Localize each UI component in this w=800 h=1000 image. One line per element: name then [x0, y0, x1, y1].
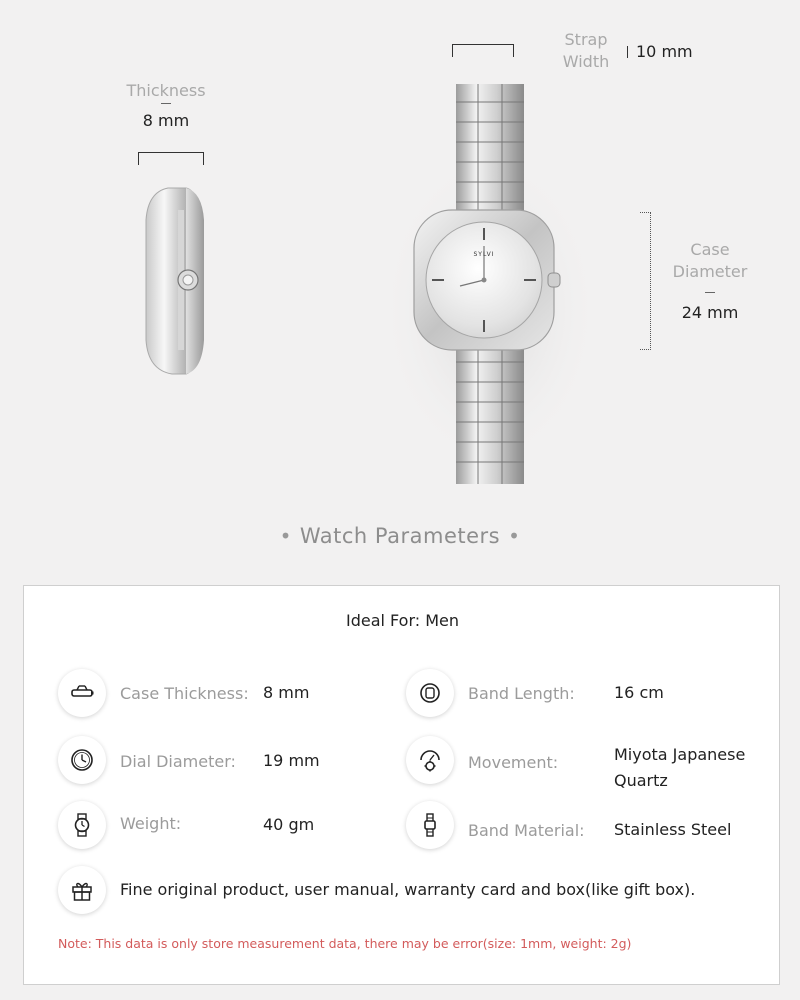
- case-label-line2: Diameter: [672, 262, 748, 281]
- param-value-band-length: 16 cm: [614, 683, 664, 702]
- dial-brand-text: SYLVI: [473, 251, 495, 258]
- param-label-dial-diameter: Dial Diameter:: [120, 752, 236, 771]
- gift-box-icon: [58, 866, 106, 914]
- param-value-movement-line2: Quartz: [614, 771, 668, 790]
- watch-side-view: [128, 180, 218, 380]
- thickness-bracket: [138, 152, 204, 165]
- case-label-line1: Case: [690, 240, 730, 259]
- param-label-movement: Movement:: [468, 753, 559, 772]
- case-dash: [705, 292, 715, 293]
- case-bracket: [640, 212, 651, 350]
- param-value-case-thickness: 8 mm: [263, 683, 310, 702]
- param-value-movement-line1: Miyota Japanese: [614, 745, 746, 764]
- thickness-value: 8 mm: [142, 111, 190, 130]
- thickness-label: Thickness: [126, 81, 206, 100]
- band-material-icon: [406, 801, 454, 849]
- ideal-for: Ideal For: Men: [345, 611, 460, 630]
- watch-front-view: [390, 80, 590, 490]
- section-title: • Watch Parameters •: [279, 524, 521, 548]
- param-label-case-thickness: Case Thickness:: [120, 684, 249, 703]
- strap-value: 10 mm: [636, 42, 693, 61]
- param-label-band-length: Band Length:: [468, 684, 575, 703]
- param-label-band-material: Band Material:: [468, 821, 585, 840]
- strap-divider: [627, 46, 628, 58]
- lower-bracelet: [456, 342, 524, 484]
- movement-gear-icon: [406, 736, 454, 784]
- measurement-note: Note: This data is only store measurement data, there may be error(size: 1mm, weight: 2g): [58, 936, 632, 951]
- param-value-dial-diameter: 19 mm: [263, 751, 320, 770]
- case-thickness-icon: [58, 669, 106, 717]
- weight-watch-icon: [58, 801, 106, 849]
- param-value-weight: 40 gm: [263, 815, 315, 834]
- thickness-dash: [161, 103, 171, 104]
- dial-clock-icon: [58, 736, 106, 784]
- strap-label-line2: Width: [562, 52, 610, 71]
- param-value-band-material: Stainless Steel: [614, 820, 732, 839]
- strap-bracket: [452, 44, 514, 57]
- band-length-icon: [406, 669, 454, 717]
- parameters-card: [23, 585, 780, 985]
- upper-bracelet: [456, 84, 524, 220]
- package-contents-text: Fine original product, user manual, warranty card and box(like gift box).: [120, 880, 696, 899]
- strap-label-line1: Strap: [564, 30, 608, 49]
- param-label-weight: Weight:: [120, 814, 182, 833]
- case-value: 24 mm: [681, 303, 739, 322]
